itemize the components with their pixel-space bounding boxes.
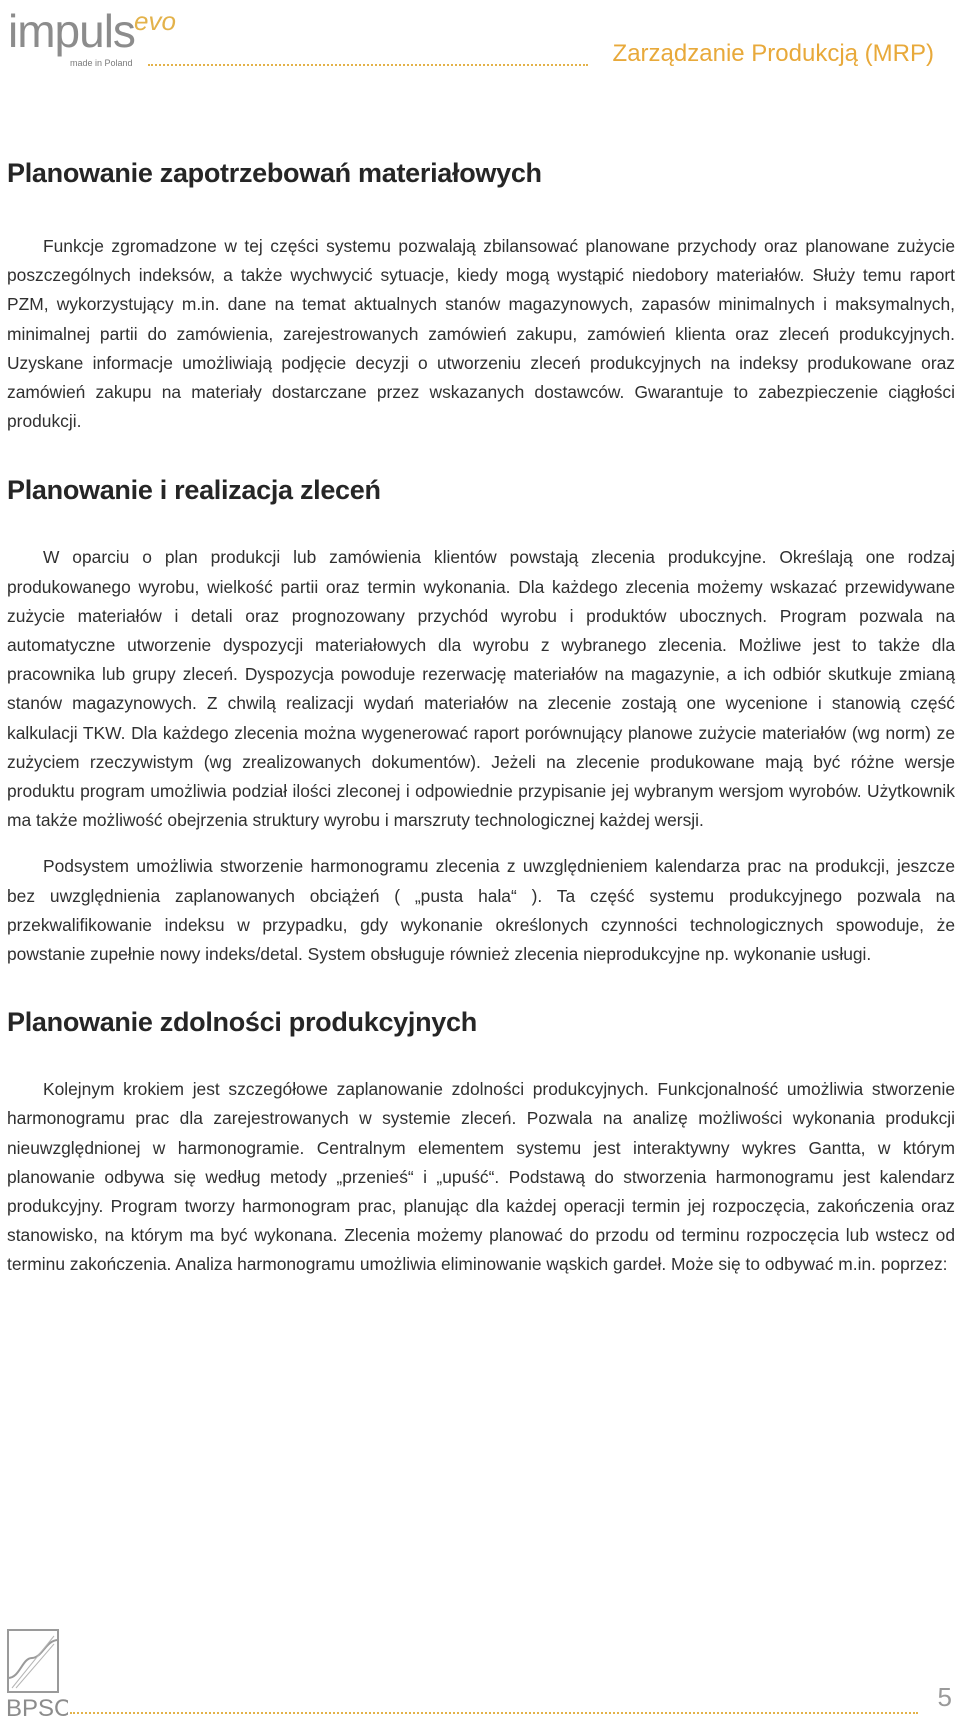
- page-footer: [0, 1620, 960, 1719]
- body-paragraph: Podsystem umożliwia stworzenie harmonogramu zlecenia z uwzględnieniem kalendarza prac na produkcji, jeszcze bez uwzględnienia zaplanowanych obciążeń ( „pusta hala“ ). Ta część systemu produkcyjnego pozwala na przekwalifikowanie indeksu w przypadku, gdy wykonanie określonych czynności technologicznych spowoduje, że powstanie zupełnie nowy indeks/detal. System obsługuje również zlecenia nieprodukcyjne np. wykonanie usługi.: [7, 856, 955, 965]
- header-dotted-rule: [148, 64, 588, 66]
- page-header: [0, 0, 960, 90]
- footer-dotted-rule: [70, 1712, 918, 1714]
- section-heading: Planowanie i realizacja zleceń: [7, 475, 381, 506]
- impuls-evo-logo: [8, 5, 176, 68]
- logo-sup-text: evo: [134, 6, 176, 36]
- body-paragraph: Kolejnym krokiem jest szczegółowe zaplanowanie zdolności produkcyjnych. Funkcjonalność umożliwia stworzenie harmonogramu prac dla zarejestrowanych w systemie zleceń. Pozwala na analizę możliwości wykonania produkcji nieuwzględnionej w harmonogramie. Centralnym elementem systemu jest interaktywny wykres Gantta, w którym planowanie odbywa się według metody „przenieś“ i „upuść“. Podstawą do stworzenia harmonogramu jest kalendarz produkcyjny. Program tworzy harmonogram prac, planując dla każdej operacji termin jej rozpoczęcia, zakończenia oraz stanowisko, na którym ma być wykonana. Zlecenia możemy planować do przodu od terminu rozpoczęcia lub wstecz od terminu zakończenia. Analiza harmonogramu umożliwia eliminowanie wąskich gardeł. Może się to odbywać m.in. poprzez:: [7, 1079, 955, 1275]
- body-paragraph: Funkcje zgromadzone w tej części systemu pozwalają zbilansować planowane przychody oraz planowane zużycie poszczególnych indeksów, a także wychwycić sytuacje, kiedy mogą wystąpić niedobory materiałów. Służy temu raport PZM, wykorzystujący m.in. dane na temat aktualnych stanów magazynowych, zapasów minimalnych i maksymalnych, minimalnej partii do zamówienia, zarejestrowanych zamówień zakupu, zamówień klienta oraz zleceń produkcyjnych. Uzyskane informacje umożliwiają podjęcie decyzji o utworzeniu zleceń produkcyjnych na indeksy produkowane oraz zamówień zakupu na materiały dostarczane przez wskazanych dostawców. Gwarantuje to zabezpieczenie ciągłości produkcji.: [7, 236, 955, 432]
- document-title: Zarządzanie Produkcją (MRP): [612, 40, 934, 67]
- body-paragraph: W oparciu o plan produkcji lub zamówienia klientów powstają zlecenia produkcyjne. Określają one rodzaj produkowanego wyrobu, wielkość partii oraz termin wykonania. Dla każdego zlecenia możemy wskazać przewidywane zużycie materiałów i detali oraz prognozowany przychód wyrobu i produktów ubocznych. Program pozwala na automatyczne utworzenie dyspozycji materiałowych dla wyrobu z wybranego zlecenia. Możliwe jest to także dla pracownika lub grupy zleceń. Dyspozycja powoduje rezerwację materiałów na magazynie, a ich odbiór skutkuje zmianą stanów magazynowych. Z chwilą realizacji wydań materiałów na zlecenie zostają one wycenione i stanowią część kalkulacji TKW. Dla każdego zlecenia można wygenerować raport porównujący planowe zużycie materiałów (wg norm) ze zużyciem rzeczywistym (wg zrealizowanych dokumentów). Jeżeli na zlecenie produkowane mają być różne wersje produktu program umożliwia podział ilości zleconej i odpowiednie przypisanie jej wybranym wersjom wyrobów. Użytkownik ma także możliwość obejrzenia struktury wyrobu i marszruty technologicznej każdej wersji.: [7, 547, 955, 831]
- logo-main-text: impuls: [8, 5, 135, 57]
- document-body: [7, 150, 955, 1280]
- logo-made-text: made in Poland: [70, 58, 133, 68]
- section-heading: Planowanie zdolności produkcyjnych: [7, 1007, 477, 1038]
- bpsc-logo-icon: [6, 1628, 68, 1718]
- section-heading: Planowanie zapotrzebowań materiałowych: [7, 158, 542, 188]
- bpsc-logo: [6, 1628, 68, 1723]
- bpsc-logo-text: BPSC: [6, 1695, 68, 1718]
- page-number: 5: [937, 1682, 952, 1712]
